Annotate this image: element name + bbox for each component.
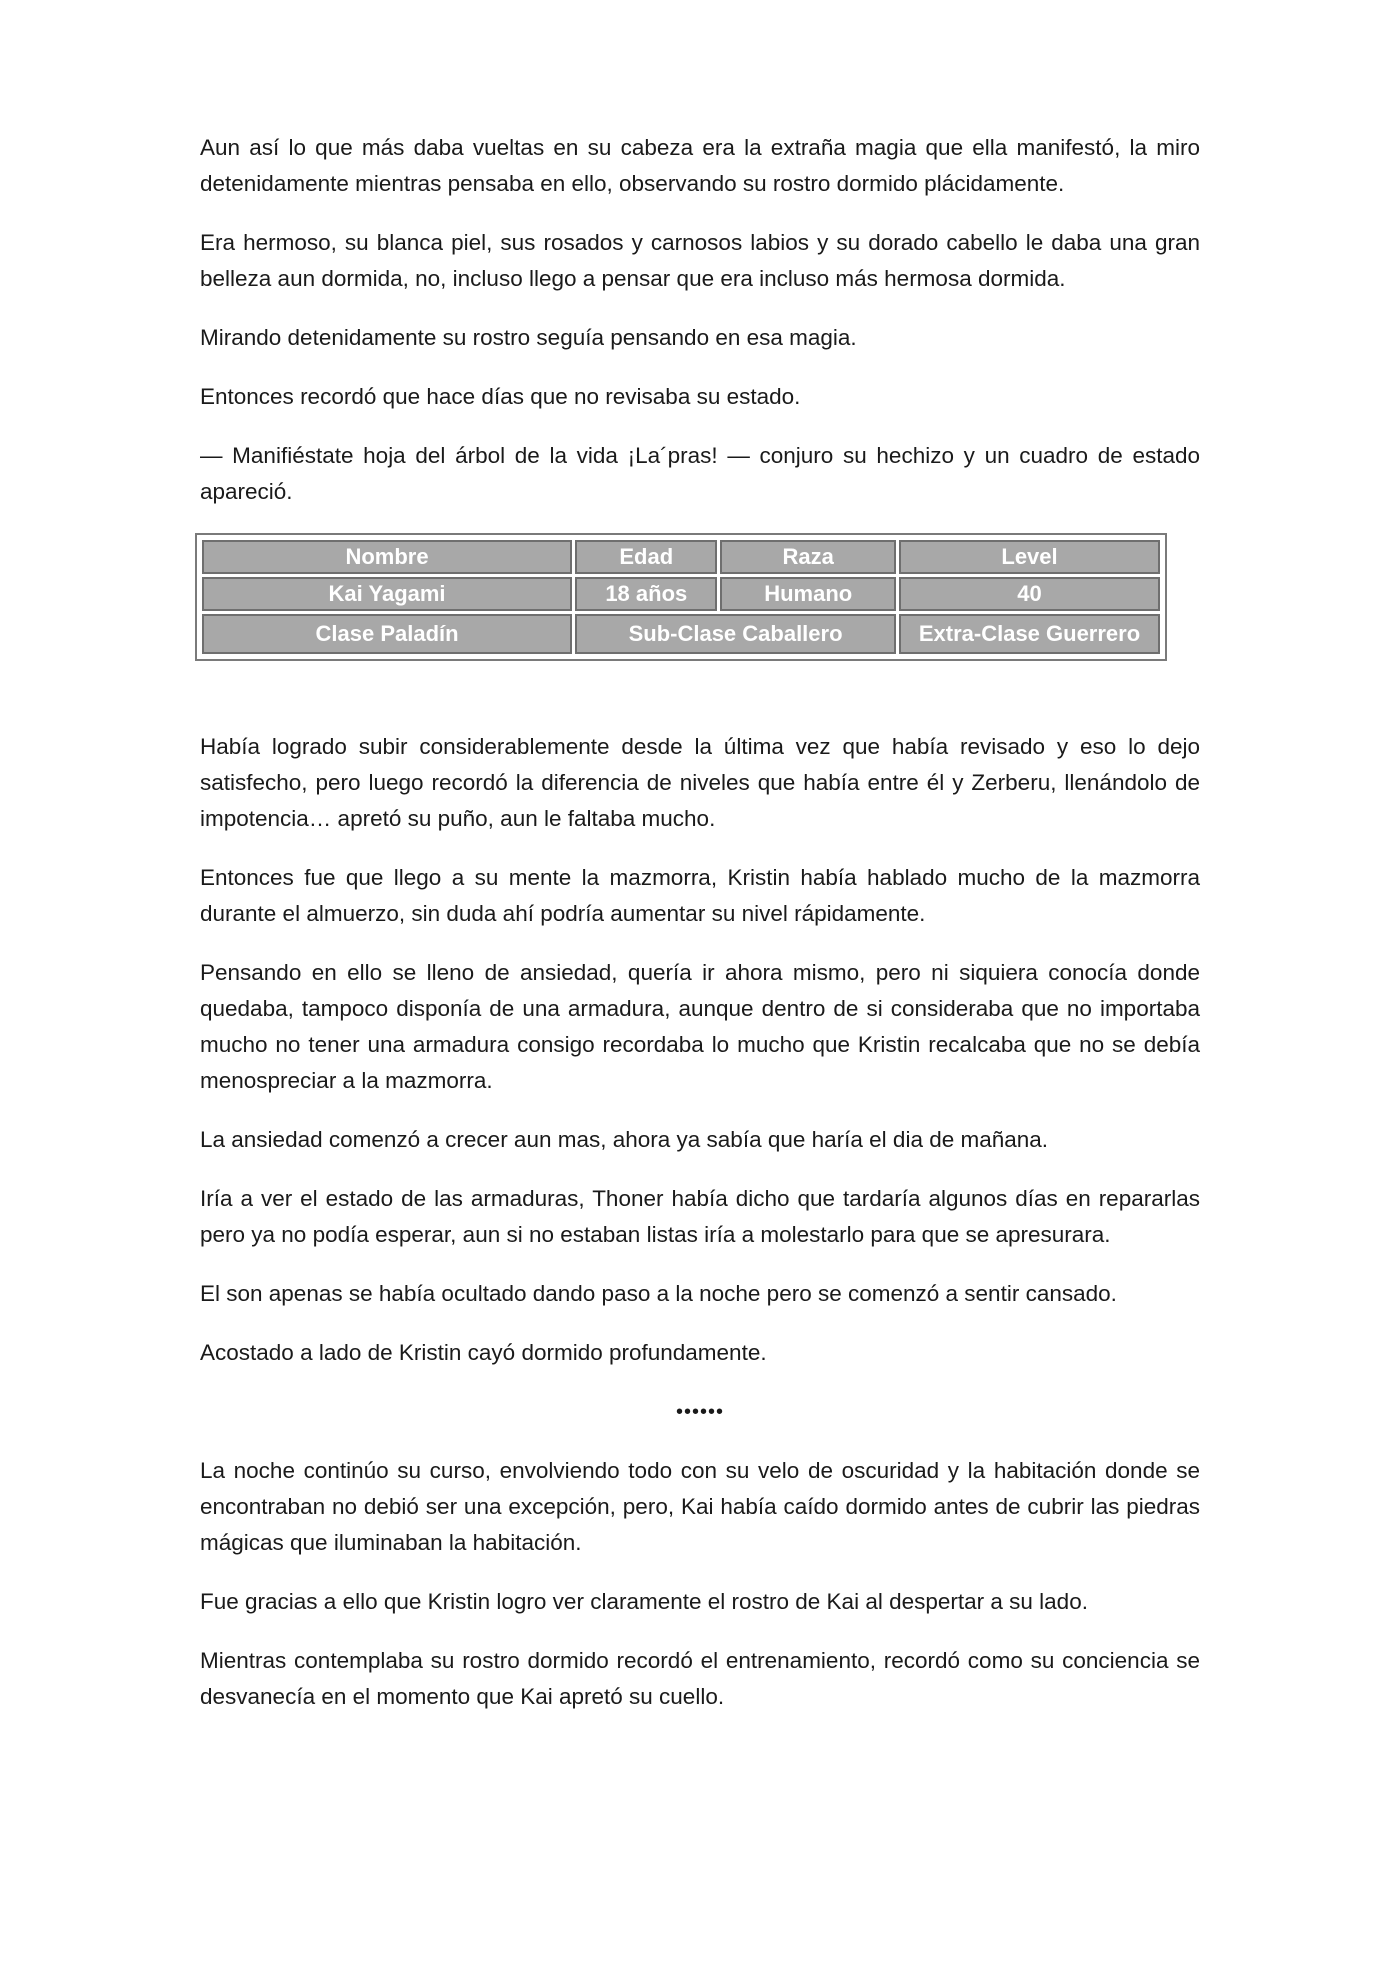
status-header-edad: Edad xyxy=(575,540,717,574)
paragraph: Mirando detenidamente su rostro seguía pensando en esa magia. xyxy=(200,325,857,350)
status-header-nombre: Nombre xyxy=(202,540,572,574)
paragraph: Aun así lo que más daba vueltas en su cabeza era la extraña magia que ella manifestó, la miro detenidamente mientras pensaba en ello, observando su rostro dormido plácidamente. xyxy=(200,135,1200,196)
paragraph: Entonces fue que llego a su mente la mazmorra, Kristin había hablado mucho de la mazmorra durante el almuerzo, sin duda ahí podría aumentar su nivel rápidamente. xyxy=(200,865,1200,926)
paragraph: La noche continúo su curso, envolviendo todo con su velo de oscuridad y la habitación donde se encontraban no debió ser una excepción, pero, Kai había caído dormido antes de cubrir las piedras mágicas que iluminaban la habitación. xyxy=(200,1458,1200,1555)
status-subclass: Sub-Clase Caballero xyxy=(575,614,896,654)
status-extraclass: Extra-Clase Guerrero xyxy=(899,614,1160,654)
paragraph: Pensando en ello se lleno de ansiedad, quería ir ahora mismo, pero ni siquiera conocía donde quedaba, tampoco disponía de una armadura, aunque dentro de si consideraba que no importaba mucho no tener una armadura consigo recordaba lo mucho que Kristin recalcaba que no se debía menospreciar a la mazmorra. xyxy=(200,960,1200,1093)
paragraph: Iría a ver el estado de las armaduras, Thoner había dicho que tardaría algunos días en repararlas pero ya no podía esperar, aun si no estaban listas iría a molestarlo para que se apresurara. xyxy=(200,1186,1200,1247)
paragraph: El son apenas se había ocultado dando paso a la noche pero se comenzó a sentir cansado. xyxy=(200,1281,1117,1306)
status-classes-row xyxy=(202,614,1160,654)
paragraph: — Manifiéstate hoja del árbol de la vida ¡La´pras! — conjuro su hechizo y un cuadro de estado apareció. xyxy=(200,443,1200,504)
status-header-level: Level xyxy=(899,540,1160,574)
document-page xyxy=(200,130,1200,1738)
paragraph: Fue gracias a ello que Kristin logro ver claramente el rostro de Kai al despertar a su lado. xyxy=(200,1589,1088,1614)
status-values-row xyxy=(202,577,1160,611)
status-value-nombre: Kai Yagami xyxy=(202,577,572,611)
status-header-raza: Raza xyxy=(720,540,896,574)
status-box xyxy=(195,533,1167,661)
status-class: Clase Paladín xyxy=(202,614,572,654)
paragraph: Había logrado subir considerablemente desde la última vez que había revisado y eso lo dejo satisfecho, pero luego recordó la diferencia de niveles que había entre él y Zerberu, llenándolo de impotencia… apretó su puño, aun le faltaba mucho. xyxy=(200,734,1200,831)
status-table xyxy=(199,537,1163,657)
paragraph: Entonces recordó que hace días que no revisaba su estado. xyxy=(200,384,801,409)
status-value-edad: 18 años xyxy=(575,577,717,611)
status-value-level: 40 xyxy=(899,577,1160,611)
status-value-raza: Humano xyxy=(720,577,896,611)
paragraph: La ansiedad comenzó a crecer aun mas, ahora ya sabía que haría el dia de mañana. xyxy=(200,1127,1049,1152)
paragraph: Era hermoso, su blanca piel, sus rosados y carnosos labios y su dorado cabello le daba una gran belleza aun dormida, no, incluso llego a pensar que era incluso más hermosa dormida. xyxy=(200,230,1200,291)
status-header-row xyxy=(202,540,1160,574)
paragraph: Acostado a lado de Kristin cayó dormido profundamente. xyxy=(200,1340,767,1365)
paragraph: Mientras contemplaba su rostro dormido recordó el entrenamiento, recordó como su conciencia se desvanecía en el momento que Kai apretó su cuello. xyxy=(200,1648,1200,1709)
scene-separator: •••••• xyxy=(675,1401,724,1423)
